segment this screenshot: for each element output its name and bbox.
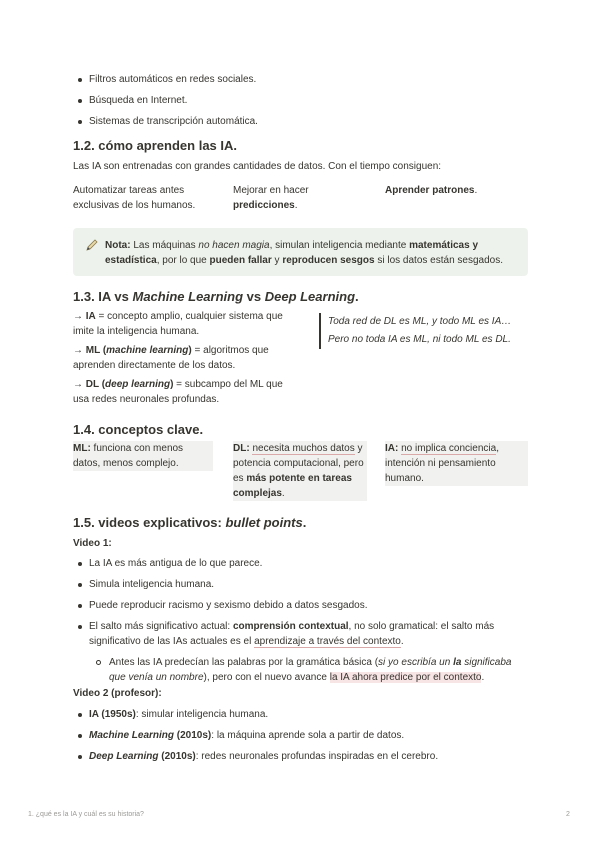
concept-bold: más potente en tareas complejas: [233, 473, 352, 499]
quote-block: [319, 313, 528, 349]
item-part: Machine Learning: [89, 730, 175, 741]
list-item: [73, 707, 528, 722]
concept-label: ML:: [73, 443, 91, 454]
list-item: [73, 619, 528, 649]
list-item: [73, 749, 528, 764]
s12-col-2-end: .: [294, 200, 298, 211]
note-part: si los datos están sesgados.: [374, 255, 504, 266]
item-part: (2010s): [158, 751, 196, 762]
item-part: : simular inteligencia humana.: [135, 709, 269, 720]
item-part: la IA ahora predice por el contexto: [329, 672, 482, 683]
concept-underlined: necesita muchos datos: [252, 443, 355, 454]
note-part: pueden fallar: [209, 255, 272, 266]
ia-definition: [73, 309, 298, 339]
s12-col-1: Automatizar tareas antes exclusivas de los humanos.: [73, 185, 196, 211]
item-part: ), pero con el nuevo avance: [203, 672, 330, 683]
item-part: .: [400, 636, 404, 647]
video-2-list: [73, 707, 528, 764]
video-1-label: Video 1:: [73, 538, 112, 549]
item-part: la: [453, 657, 462, 668]
list-item: Búsqueda en Internet.: [73, 93, 528, 108]
concept-text: funciona con menos datos, menos complejo.: [73, 443, 184, 469]
s12-col-2: [233, 183, 373, 213]
item-part: , no solo gramatical: el salto más significativo de las IAs actuales es el: [89, 621, 495, 647]
term: [86, 345, 192, 356]
term-part: ): [188, 345, 192, 356]
term-part: deep learning: [105, 379, 171, 390]
arrow: →: [73, 379, 86, 390]
page-number: 2: [566, 811, 570, 818]
item-part: aprendizaje a través del contexto: [254, 636, 401, 647]
item-part: Deep Learning: [89, 751, 159, 762]
list-item: Sistemas de transcripción automática.: [73, 114, 528, 129]
s12-intro: Las IA son entrenadas con grandes cantidades de datos. Con el tiempo consiguen:: [73, 161, 442, 172]
intro-bullet-list: [73, 72, 528, 129]
concept-underlined: no implica conciencia: [401, 443, 497, 454]
s12-col-3: [385, 183, 525, 198]
heading-part: vs: [243, 289, 265, 304]
dl-definition: [73, 377, 298, 407]
note-callout: [73, 228, 528, 276]
s12-col-2-bold: predicciones: [233, 200, 295, 211]
note-part: , simulan inteligencia mediante: [269, 240, 410, 251]
arrow: →: [73, 311, 86, 322]
item-part: : redes neuronales profundas inspiradas en el cerebro.: [195, 751, 439, 762]
term-part: DL (: [85, 379, 106, 390]
quote-line: Toda red de DL es ML, y todo ML es IA…: [328, 316, 512, 327]
concept-ia: [385, 441, 528, 486]
definition: = subcampo del ML que usa redes neuronales profundas.: [73, 379, 283, 405]
concept-text: y potencia computacional, pero es: [233, 443, 364, 484]
quote-line: Pero no toda IA es ML, ni todo ML es DL.: [328, 334, 511, 345]
list-sub-item: [73, 655, 528, 685]
note-part: reproducen sesgos: [282, 255, 375, 266]
footer-title: 1. ¿qué es la IA y cuál es su historia?: [28, 811, 144, 818]
term-part: ): [170, 379, 174, 390]
term: [86, 379, 174, 390]
concept-ml: [73, 441, 213, 471]
list-item: [73, 728, 528, 743]
heading-part: bullet points: [225, 515, 303, 530]
term: IA: [85, 311, 96, 322]
list-item: Puede reproducir racismo y sexismo debido a datos sesgados.: [73, 598, 528, 613]
list-item: La IA es más antigua de lo que parece.: [73, 556, 528, 571]
concept-dl: [233, 441, 367, 501]
list-item: Simula inteligencia humana.: [73, 577, 528, 592]
note-part: y: [271, 255, 283, 266]
item-part: (2010s): [174, 730, 212, 741]
heading-part: .: [355, 289, 359, 304]
list-item: Filtros automáticos en redes sociales.: [73, 72, 528, 87]
note-part: , por lo que: [156, 255, 210, 266]
item-part: El salto más significativo actual:: [89, 621, 233, 632]
s12-col-2-text: Mejorar en hacer: [233, 185, 309, 196]
item-part: IA (1950s): [89, 709, 136, 720]
heading-1-3: [73, 288, 359, 306]
heading-part: .: [302, 515, 307, 530]
ml-definition: [73, 343, 298, 373]
note-part: no hacen magia: [198, 240, 270, 251]
item-part: si yo escribía un: [378, 657, 454, 668]
heading-part: Deep Learning: [264, 289, 356, 304]
heading-1-5: [73, 514, 306, 532]
heading-part: 1.3. IA vs: [73, 289, 133, 304]
definition: = algoritmos que aprenden directamente de los datos.: [73, 345, 269, 371]
term-part: ML (: [85, 345, 107, 356]
pencil-icon: [85, 238, 99, 252]
item-part: Antes las IA predecían las palabras por la gramática básica (: [109, 657, 379, 668]
heading-1-4: 1.4. conceptos clave.: [73, 422, 204, 437]
item-part: : la máquina aprende sola a partir de datos.: [211, 730, 405, 741]
heading-1-2: 1.2. cómo aprenden las IA.: [73, 138, 237, 153]
term-part: machine learning: [106, 345, 189, 356]
video-1-list: [73, 556, 528, 685]
s12-col-3-end: .: [474, 185, 478, 196]
note-text: [105, 238, 515, 268]
item-part: significaba que venía un nombre: [109, 657, 512, 683]
heading-part: 1.5. videos explicativos:: [73, 515, 226, 530]
s12-col-3-bold: Aprender patrones: [385, 185, 475, 196]
video-2-label: Video 2 (profesor):: [73, 688, 162, 699]
concept-label: IA:: [385, 443, 399, 454]
concept-text: .: [281, 488, 285, 499]
note-label: Nota:: [105, 240, 131, 251]
arrow: →: [73, 345, 86, 356]
item-part: comprensión contextual: [232, 621, 349, 632]
item-part: .: [481, 672, 485, 683]
definition: = concepto amplio, cualquier sistema que imite la inteligencia humana.: [73, 311, 283, 337]
note-part: matemáticas y estadística: [105, 240, 479, 266]
note-part: Las máquinas: [130, 240, 199, 251]
heading-part: Machine Learning: [132, 289, 244, 304]
concept-text: , intención ni pensamiento humano.: [385, 443, 499, 484]
concept-label: DL:: [233, 443, 250, 454]
